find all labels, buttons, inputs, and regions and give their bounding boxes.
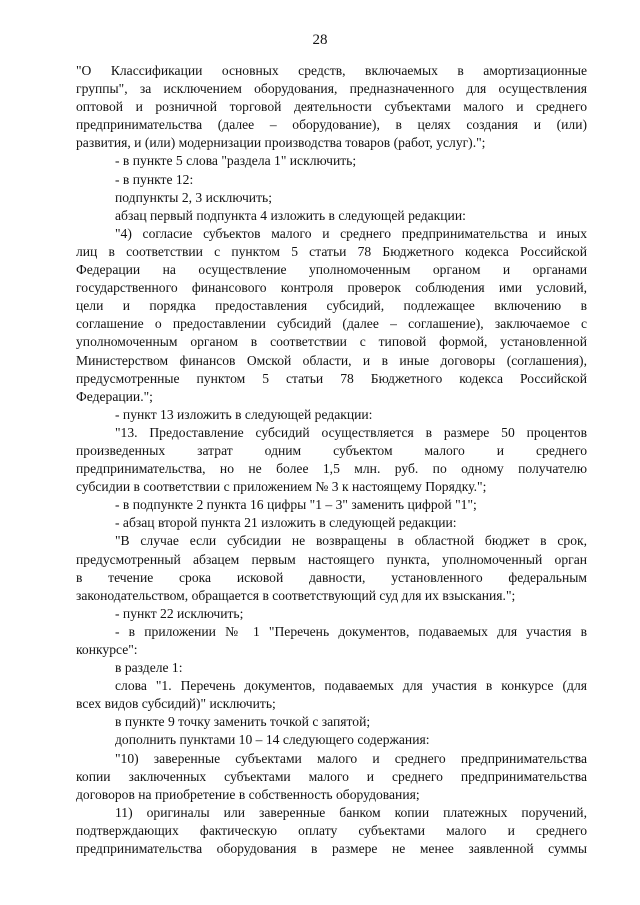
paragraph — [76, 677, 587, 713]
paragraph — [76, 189, 587, 207]
text-line: законодательством, обращается в соответствующий суд для их взыскания."; — [76, 587, 516, 603]
text-line: уполномоченным органом в соответствии с типовой формой, установленной — [76, 334, 587, 350]
paragraph — [76, 804, 587, 858]
paragraph — [76, 713, 587, 731]
text-line: - в пункте 12: — [115, 171, 194, 187]
text-line: - пункт 13 изложить в следующей редакции: — [115, 406, 373, 422]
text-line: в пункте 9 точку заменить точкой с запятой; — [115, 714, 371, 730]
text-line: копии заключенных субъектами малого и среднего предпринимательства — [76, 768, 587, 784]
text-line: дополнить пунктами 10 – 14 следующего содержания: — [115, 732, 430, 748]
paragraph — [76, 659, 587, 677]
text-line: - пункт 22 исключить; — [115, 605, 244, 621]
paragraph — [76, 496, 587, 514]
paragraph — [76, 750, 587, 804]
text-line: Министерством финансов Омской области, и в иные договоры (соглашения), — [76, 352, 587, 368]
text-line: в разделе 1: — [115, 660, 183, 676]
text-line: - абзац второй пункта 21 изложить в следующей редакции: — [115, 515, 457, 531]
paragraph — [76, 424, 587, 496]
document-body — [76, 62, 587, 858]
page-number: 28 — [312, 32, 328, 48]
paragraph — [76, 406, 587, 424]
text-line: "4) согласие субъектов малого и среднего предпринимательства и иных — [115, 225, 587, 241]
paragraph — [76, 225, 587, 406]
text-line: субсидии в соответствии с приложением № 3 к настоящему Порядку."; — [76, 479, 487, 495]
text-line: развития, и (или) модернизации производства товаров (работ, услуг)."; — [76, 135, 486, 151]
text-line: оптовой и розничной торговой деятельности субъектами малого и среднего — [76, 99, 587, 115]
paragraph — [76, 623, 587, 659]
text-line: предпринимательства оборудования в размере не менее заявленной суммы — [76, 841, 587, 857]
text-line: - в пункте 5 слова "раздела 1" исключить; — [115, 153, 357, 169]
text-line: предпринимательства (далее – оборудование), в целях создания и (или) — [76, 117, 587, 133]
paragraph — [76, 514, 587, 532]
text-line: предпринимательства, но не более 1,5 млн. руб. по одному получателю — [76, 461, 587, 477]
text-line: в течение срока исковой давности, установленного федеральным — [76, 569, 587, 585]
text-line: "10) заверенные субъектами малого и среднего предпринимательства — [115, 750, 587, 766]
text-line: "О Классификации основных средств, включаемых в амортизационные — [76, 63, 587, 78]
text-line: предусмотренные пунктом 5 статьи 78 Бюджетного кодекса Российской — [76, 370, 587, 386]
text-line: всех видов субсидий)" исключить; — [76, 696, 276, 712]
text-line: лиц в соответствии с пунктом 5 статьи 78 Бюджетного кодекса Российской — [76, 243, 587, 259]
paragraph — [76, 605, 587, 623]
paragraph — [76, 731, 587, 749]
text-line: цели и порядка предоставления субсидий, подлежащее включению в — [76, 298, 587, 314]
text-line: - в подпункте 2 пункта 16 цифры "1 – 3" заменить цифрой "1"; — [115, 497, 477, 513]
text-line: Федерации."; — [76, 388, 153, 404]
text-line: произведенных затрат одним субъектом малого и среднего — [76, 442, 587, 458]
text-line: Федерации на осуществление уполномоченным органом и органами — [76, 262, 587, 278]
paragraph — [76, 152, 587, 170]
text-line: "13. Предоставление субсидий осуществляется в размере 50 процентов — [115, 424, 587, 440]
text-line: группы", за исключением оборудования, предназначенного для осуществления — [76, 81, 587, 97]
text-line: "В случае если субсидии не возвращены в областной бюджет в срок, — [115, 533, 587, 549]
paragraph — [76, 171, 587, 189]
text-line: абзац первый подпункта 4 изложить в следующей редакции: — [115, 207, 466, 223]
text-line: 11) оригиналы или заверенные банком копии платежных поручений, — [115, 804, 587, 820]
text-line: конкурсе": — [76, 642, 138, 657]
text-line: предусмотренный абзацем первым настоящего пункта, уполномоченный орган — [76, 551, 587, 567]
text-line: подтверждающих фактическую оплату субъектами малого и среднего — [76, 822, 587, 838]
paragraph — [76, 62, 587, 152]
text-line: подпункты 2, 3 исключить; — [115, 189, 272, 205]
text-line: - в приложении № 1 "Перечень документов, подаваемых для участия в — [115, 623, 587, 639]
text-line: слова "1. Перечень документов, подаваемых для участия в конкурсе (для — [115, 678, 587, 694]
text-line: договоров на приобретение в собственность оборудования; — [76, 786, 420, 802]
paragraph — [76, 532, 587, 604]
text-line: соглашение о предоставлении субсидий (далее – соглашение), заключаемое с — [76, 316, 587, 332]
paragraph — [76, 207, 587, 225]
text-line: государственного финансового контроля проверок соблюдения ими условий, — [76, 280, 587, 296]
